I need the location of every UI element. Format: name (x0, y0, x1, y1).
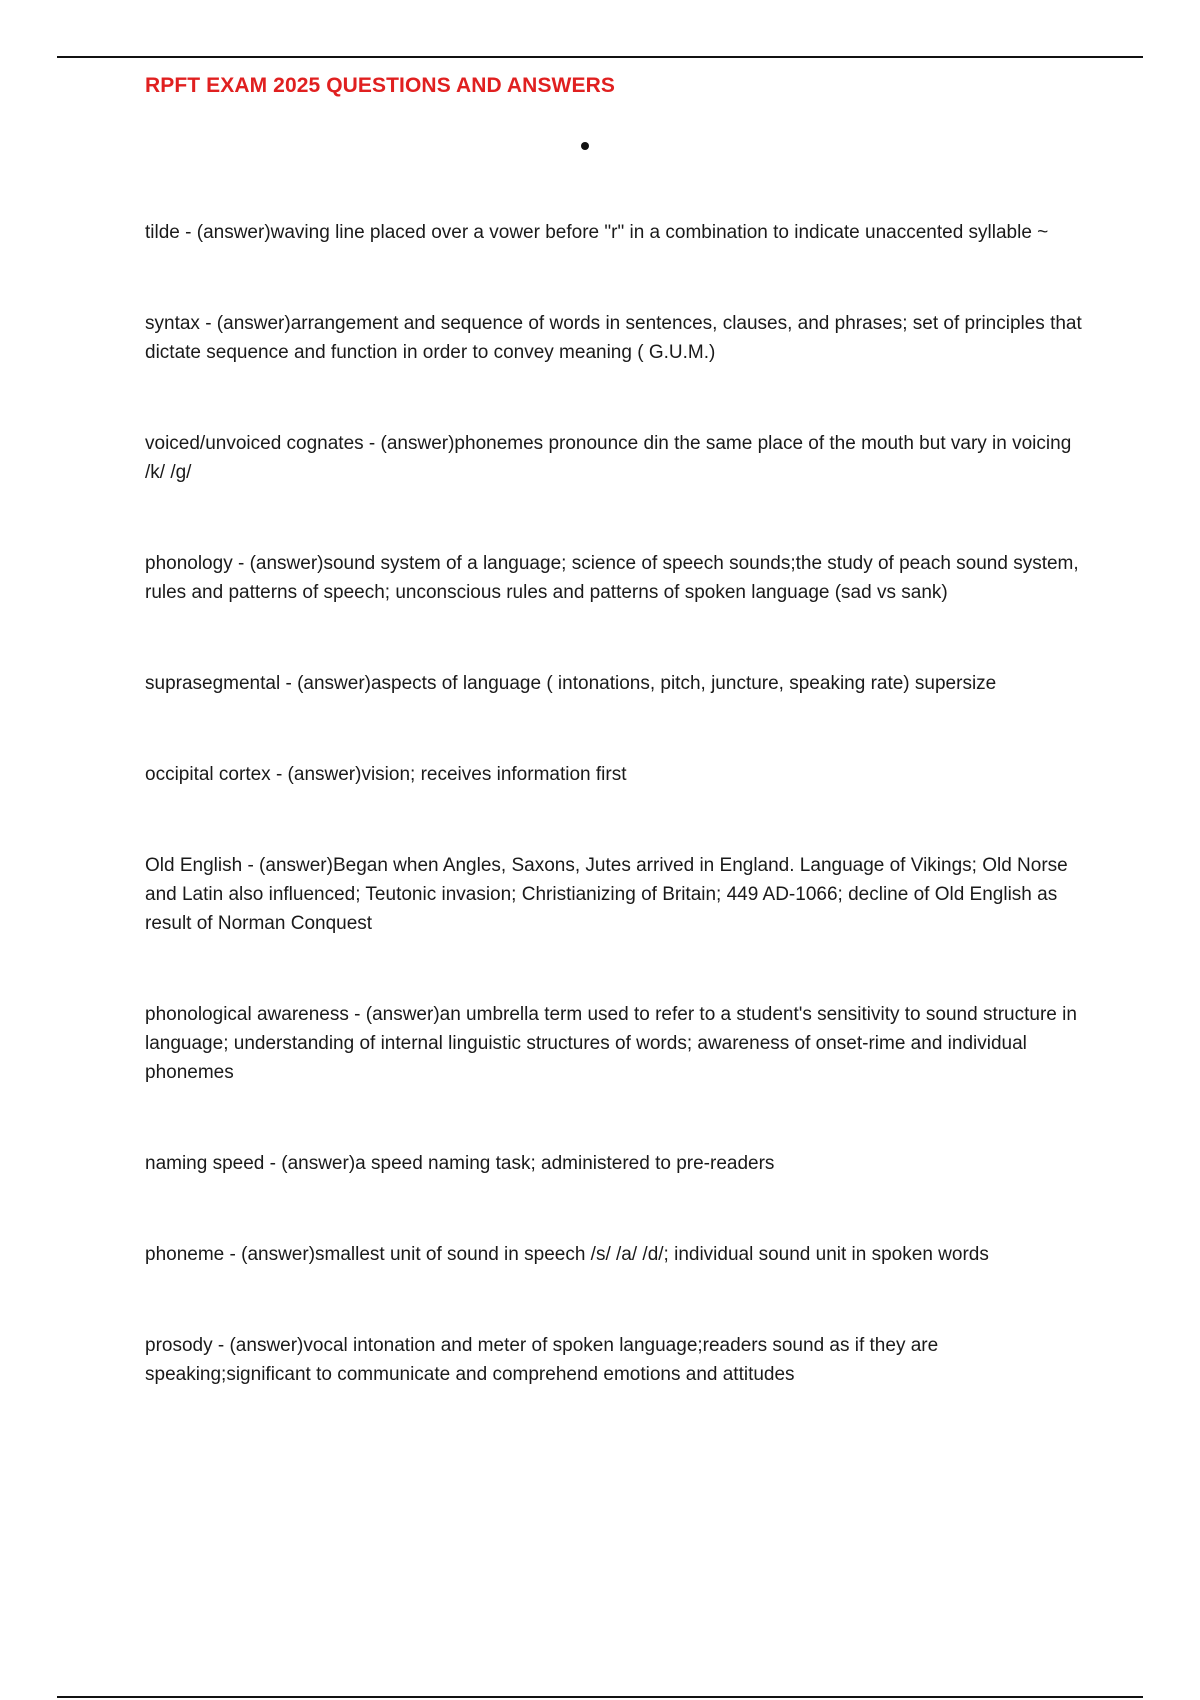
qa-entry-syntax: syntax - (answer)arrangement and sequence of words in sentences, clauses, and phrases; set of principles that dictate sequence and function in order to convey meaning ( G.U.M.) (145, 313, 1082, 363)
qa-entry-suprasegmental: suprasegmental - (answer)aspects of language ( intonations, pitch, juncture, speaking rate) supersize (145, 673, 997, 694)
qa-entry-phonology: phonology - (answer)sound system of a language; science of speech sounds;the study of peach sound system, rules and patterns of speech; unconscious rules and patterns of spoken language (sad vs sank) (145, 553, 1079, 603)
qa-entry-phoneme: phoneme - (answer)smallest unit of sound in speech /s/ /a/ /d/; individual sound unit in spoken words (145, 1244, 989, 1265)
footer-rule (57, 1696, 1143, 1698)
qa-list (145, 218, 1085, 1451)
qa-entry-tilde: tilde - (answer)waving line placed over a vower before "r" in a combination to indicate unaccented syllable ~ (145, 222, 1049, 243)
qa-entry-phonological-awareness: phonological awareness - (answer)an umbrella term used to refer to a student's sensitivity to sound structure in language; understanding of internal linguistic structures of words; awareness of onset-rime and individual phonemes (145, 1004, 1077, 1083)
qa-entry-old-english: Old English - (answer)Began when Angles, Saxons, Jutes arrived in England. Language of Vikings; Old Norse and Latin also influenced; Teutonic invasion; Christianizing of Britain; 449 AD-1066; decline of Old English as result of Norman Conquest (145, 855, 1068, 934)
document-title: RPFT EXAM 2025 QUESTIONS AND ANSWERS (145, 74, 615, 97)
qa-entry-prosody: prosody - (answer)vocal intonation and meter of spoken language;readers sound as if they are speaking;significant to communicate and comprehend emotions and attitudes (145, 1335, 939, 1385)
qa-entry-naming-speed: naming speed - (answer)a speed naming task; administered to pre-readers (145, 1153, 775, 1174)
bullet-icon (581, 142, 589, 150)
qa-entry-occipital-cortex: occipital cortex - (answer)vision; receives information first (145, 764, 627, 785)
qa-entry-voiced-unvoiced-cognates: voiced/unvoiced cognates - (answer)phonemes pronounce din the same place of the mouth but vary in voicing /k/ /g/ (145, 433, 1072, 483)
header-rule (57, 56, 1143, 58)
